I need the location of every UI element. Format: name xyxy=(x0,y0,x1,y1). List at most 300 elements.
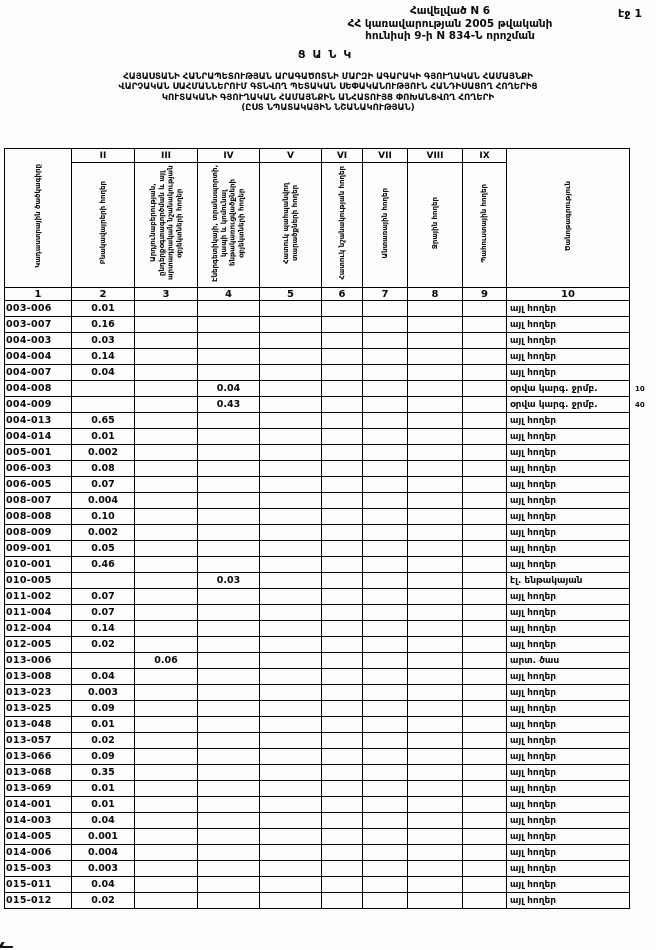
area-value-cell xyxy=(322,653,363,669)
area-value-cell xyxy=(322,541,363,557)
margin-annotation xyxy=(630,333,656,349)
area-value-cell xyxy=(260,589,322,605)
note-cell: այլ հողեր xyxy=(507,317,630,333)
area-value-cell xyxy=(408,589,463,605)
table-row xyxy=(5,525,656,541)
cadastral-code-cell: 011-004 xyxy=(5,605,72,621)
area-value-cell xyxy=(322,701,363,717)
area-value-cell xyxy=(322,445,363,461)
cadastral-code-cell: 010-001 xyxy=(5,557,72,573)
margin-annotation xyxy=(630,493,656,509)
table-row xyxy=(5,317,656,333)
table-row xyxy=(5,573,656,589)
cadastral-code-cell: 013-006 xyxy=(5,653,72,669)
area-value-cell xyxy=(322,333,363,349)
cadastral-code-cell: 005-001 xyxy=(5,445,72,461)
area-value-cell xyxy=(198,877,260,893)
area-value-cell xyxy=(408,829,463,845)
note-cell: այլ հողեր xyxy=(507,733,630,749)
area-value-cell xyxy=(260,637,322,653)
note-cell: այլ հողեր xyxy=(507,365,630,381)
area-value-cell xyxy=(463,813,507,829)
area-value-cell xyxy=(135,573,198,589)
area-value-cell xyxy=(135,749,198,765)
margin-annotation xyxy=(630,765,656,781)
area-value-cell xyxy=(260,509,322,525)
note-cell: էլ. ենթակայան xyxy=(507,573,630,589)
area-value-cell xyxy=(260,557,322,573)
area-value-cell xyxy=(198,861,260,877)
area-value-cell xyxy=(198,589,260,605)
margin-annotation xyxy=(630,685,656,701)
area-value-cell xyxy=(260,317,322,333)
area-value-cell xyxy=(260,781,322,797)
area-value-cell xyxy=(135,669,198,685)
cadastral-code-cell: 013-008 xyxy=(5,669,72,685)
area-value-cell xyxy=(260,333,322,349)
note-cell: այլ հողեր xyxy=(507,333,630,349)
area-value-cell xyxy=(463,877,507,893)
area-value-cell xyxy=(198,509,260,525)
margin-annotation xyxy=(630,653,656,669)
table-row xyxy=(5,621,656,637)
area-value-cell xyxy=(260,301,322,317)
area-value-cell xyxy=(363,893,408,909)
roman-numeral: II xyxy=(72,149,135,163)
area-value-cell: 0.08 xyxy=(72,461,135,477)
area-value-cell: 0.04 xyxy=(72,669,135,685)
area-value-cell xyxy=(408,333,463,349)
column-header-label: Ծանոթագրություն xyxy=(563,180,572,252)
area-value-cell xyxy=(135,701,198,717)
cadastral-code-cell: 015-012 xyxy=(5,893,72,909)
margin-annotation xyxy=(630,477,656,493)
area-value-cell xyxy=(363,429,408,445)
roman-numeral: IV xyxy=(198,149,260,163)
area-value-cell xyxy=(135,765,198,781)
area-value-cell xyxy=(463,621,507,637)
table-row xyxy=(5,541,656,557)
area-value-cell xyxy=(363,413,408,429)
area-value-cell xyxy=(322,669,363,685)
margin-annotation xyxy=(630,589,656,605)
area-value-cell xyxy=(408,349,463,365)
cadastral-code-cell: 013-066 xyxy=(5,749,72,765)
area-value-cell xyxy=(322,317,363,333)
area-value-cell xyxy=(198,621,260,637)
roman-numeral: VII xyxy=(363,149,408,163)
column-number: 7 xyxy=(363,288,408,301)
area-value-cell xyxy=(463,413,507,429)
margin-annotation xyxy=(630,717,656,733)
area-value-cell xyxy=(363,653,408,669)
area-value-cell xyxy=(260,733,322,749)
note-cell: այլ հողեր xyxy=(507,637,630,653)
area-value-cell xyxy=(408,669,463,685)
area-value-cell xyxy=(408,317,463,333)
area-value-cell xyxy=(408,445,463,461)
area-value-cell xyxy=(363,477,408,493)
area-value-cell: 0.16 xyxy=(72,317,135,333)
area-value-cell xyxy=(198,557,260,573)
cadastral-code-cell: 013-057 xyxy=(5,733,72,749)
area-value-cell xyxy=(408,701,463,717)
area-value-cell xyxy=(408,765,463,781)
note-cell: այլ հողեր xyxy=(507,765,630,781)
area-value-cell xyxy=(322,861,363,877)
column-number: 3 xyxy=(135,288,198,301)
column-header-col8 xyxy=(408,163,463,288)
area-value-cell xyxy=(322,413,363,429)
cadastral-code-cell: 013-069 xyxy=(5,781,72,797)
cadastral-code-cell: 006-005 xyxy=(5,477,72,493)
note-cell: օրվա կարգ. ջրմբ. xyxy=(507,397,630,413)
area-value-cell xyxy=(463,589,507,605)
margin-annotation xyxy=(630,365,656,381)
area-value-cell xyxy=(463,477,507,493)
area-value-cell xyxy=(363,381,408,397)
area-value-cell xyxy=(260,893,322,909)
area-value-cell xyxy=(322,461,363,477)
cadastral-code-cell: 003-007 xyxy=(5,317,72,333)
land-transfer-table xyxy=(4,148,656,909)
column-number: 5 xyxy=(260,288,322,301)
area-value-cell: 0.01 xyxy=(72,797,135,813)
margin-annotation xyxy=(630,429,656,445)
area-value-cell xyxy=(463,861,507,877)
column-header-label: Էներգետիկայի, տրանսպորտի, կապի և կոմունալ ենթակառուցվածքների օբյեկտների հողեր xyxy=(211,164,246,282)
note-cell: այլ հողեր xyxy=(507,717,630,733)
area-value-cell xyxy=(260,621,322,637)
column-number: 1 xyxy=(5,288,72,301)
area-value-cell xyxy=(135,445,198,461)
area-value-cell: 0.001 xyxy=(72,829,135,845)
area-value-cell: 0.07 xyxy=(72,477,135,493)
page-number-label: էջ 1 xyxy=(618,7,642,20)
note-cell: այլ հողեր xyxy=(507,669,630,685)
area-value-cell xyxy=(322,733,363,749)
area-value-cell xyxy=(322,685,363,701)
subtitle-line: ԿՈՒՏԱԿԱՆԻ ԳՅՈՒՂԱԿԱՆ ՀԱՄԱՅՆՔԻՆ ԱՆՀԱՏՈՒՅՑ ՓՈԽԱՆՑՎՈՂ ՀՈՂԵՐԻ xyxy=(161,92,495,103)
document-title: ՑԱՆԿ xyxy=(297,48,359,61)
table-row xyxy=(5,669,656,685)
area-value-cell xyxy=(408,861,463,877)
table-row xyxy=(5,333,656,349)
roman-numeral: IX xyxy=(463,149,507,163)
note-cell: այլ հողեր xyxy=(507,301,630,317)
area-value-cell xyxy=(322,557,363,573)
area-value-cell xyxy=(135,829,198,845)
area-value-cell xyxy=(408,749,463,765)
note-cell: այլ հողեր xyxy=(507,781,630,797)
area-value-cell xyxy=(408,605,463,621)
area-value-cell xyxy=(260,349,322,365)
area-value-cell xyxy=(463,573,507,589)
column-header-col2 xyxy=(72,163,135,288)
area-value-cell xyxy=(463,557,507,573)
area-value-cell xyxy=(198,685,260,701)
area-value-cell: 0.002 xyxy=(72,525,135,541)
column-number: 8 xyxy=(408,288,463,301)
area-value-cell xyxy=(322,381,363,397)
area-value-cell xyxy=(408,685,463,701)
cadastral-code-cell: 014-003 xyxy=(5,813,72,829)
area-value-cell xyxy=(363,349,408,365)
area-value-cell xyxy=(260,397,322,413)
area-value-cell xyxy=(260,573,322,589)
area-value-cell xyxy=(363,557,408,573)
area-value-cell xyxy=(322,829,363,845)
margin-annotation xyxy=(630,893,656,909)
table-row xyxy=(5,701,656,717)
cadastral-code-cell: 015-011 xyxy=(5,877,72,893)
area-value-cell xyxy=(408,477,463,493)
area-value-cell xyxy=(463,733,507,749)
area-value-cell xyxy=(135,813,198,829)
margin-annotation xyxy=(630,829,656,845)
margin-annotation xyxy=(630,781,656,797)
area-value-cell xyxy=(363,605,408,621)
margin-annotation xyxy=(630,525,656,541)
area-value-cell xyxy=(408,461,463,477)
area-value-cell: 0.35 xyxy=(72,765,135,781)
area-value-cell xyxy=(408,301,463,317)
area-value-cell xyxy=(408,877,463,893)
area-value-cell xyxy=(260,429,322,445)
area-value-cell xyxy=(198,429,260,445)
note-cell: այլ հողեր xyxy=(507,557,630,573)
note-cell: այլ հողեր xyxy=(507,893,630,909)
area-value-cell xyxy=(135,845,198,861)
table-row xyxy=(5,557,656,573)
margin-annotation xyxy=(630,701,656,717)
area-value-cell xyxy=(322,589,363,605)
area-value-cell xyxy=(463,781,507,797)
margin-annotation xyxy=(630,301,656,317)
area-value-cell xyxy=(363,637,408,653)
area-value-cell xyxy=(363,589,408,605)
column-header-col5 xyxy=(260,163,322,288)
cadastral-code-cell: 004-008 xyxy=(5,381,72,397)
area-value-cell xyxy=(363,877,408,893)
area-value-cell: 0.46 xyxy=(72,557,135,573)
area-value-cell xyxy=(363,317,408,333)
area-value-cell xyxy=(198,829,260,845)
area-value-cell: 0.004 xyxy=(72,493,135,509)
note-cell: այլ հողեր xyxy=(507,461,630,477)
area-value-cell xyxy=(463,349,507,365)
area-value-cell xyxy=(135,621,198,637)
table-row xyxy=(5,445,656,461)
subtitle-line: ՎԱՐՉԱԿԱՆ ՍԱՀՄԱՆՆԵՐՈՒՄ ԳՏՆՎՈՂ ՊԵՏԱԿԱՆ ՍԵՓԱԿԱՆՈՒԹՅՈՒՆ ՀԱՆԴԻՍԱՑՈՂ ՀՈՂԵՐԻՑ xyxy=(118,82,538,93)
column-header-col7 xyxy=(363,163,408,288)
margin-annotation xyxy=(630,413,656,429)
area-value-cell xyxy=(322,813,363,829)
area-value-cell xyxy=(322,605,363,621)
area-value-cell xyxy=(135,429,198,445)
note-cell: այլ հողեր xyxy=(507,589,630,605)
table-row xyxy=(5,781,656,797)
area-value-cell xyxy=(198,781,260,797)
area-value-cell: 0.04 xyxy=(72,365,135,381)
cadastral-code-cell: 014-005 xyxy=(5,829,72,845)
area-value-cell xyxy=(135,349,198,365)
area-value-cell xyxy=(72,653,135,669)
table-row xyxy=(5,429,656,445)
cadastral-code-cell: 012-005 xyxy=(5,637,72,653)
area-value-cell: 0.003 xyxy=(72,861,135,877)
area-value-cell xyxy=(135,685,198,701)
area-value-cell xyxy=(260,477,322,493)
note-cell: այլ հողեր xyxy=(507,845,630,861)
area-value-cell xyxy=(322,301,363,317)
cadastral-code-cell: 004-009 xyxy=(5,397,72,413)
area-value-cell xyxy=(260,749,322,765)
area-value-cell xyxy=(463,797,507,813)
table-row xyxy=(5,829,656,845)
area-value-cell xyxy=(198,637,260,653)
table-row xyxy=(5,477,656,493)
area-value-cell: 0.03 xyxy=(198,573,260,589)
margin-annotation xyxy=(630,461,656,477)
area-value-cell xyxy=(322,573,363,589)
margin-spacer xyxy=(630,149,656,301)
area-value-cell xyxy=(363,365,408,381)
table-row xyxy=(5,749,656,765)
area-value-cell xyxy=(363,541,408,557)
area-value-cell xyxy=(72,573,135,589)
cadastral-code-cell: 010-005 xyxy=(5,573,72,589)
area-value-cell xyxy=(322,637,363,653)
area-value-cell xyxy=(198,365,260,381)
table-row xyxy=(5,845,656,861)
table-row xyxy=(5,861,656,877)
table-row xyxy=(5,653,656,669)
area-value-cell xyxy=(198,493,260,509)
roman-numeral: V xyxy=(260,149,322,163)
note-cell: այլ հողեր xyxy=(507,477,630,493)
area-value-cell xyxy=(198,333,260,349)
margin-annotation xyxy=(630,621,656,637)
column-header-label: Արդյունաբերության, ընդերքօգտագործման և այլ արտադրական նշանակության օբյեկտների հողեր xyxy=(148,165,183,281)
area-value-cell xyxy=(363,813,408,829)
area-value-cell xyxy=(135,413,198,429)
area-value-cell xyxy=(260,413,322,429)
column-header-col3 xyxy=(135,163,198,288)
area-value-cell xyxy=(135,381,198,397)
area-value-cell xyxy=(198,893,260,909)
area-value-cell xyxy=(260,365,322,381)
subtitle-line: (ԸՍՏ ՆՊԱՏԱԿԱՅԻՆ ՆՇԱՆԱԿՈՒԹՅԱՆ) xyxy=(241,103,415,114)
margin-annotation xyxy=(630,509,656,525)
table-row xyxy=(5,637,656,653)
area-value-cell xyxy=(198,413,260,429)
area-value-cell: 0.01 xyxy=(72,781,135,797)
area-value-cell xyxy=(198,525,260,541)
area-value-cell xyxy=(408,509,463,525)
table-row xyxy=(5,381,656,397)
area-value-cell xyxy=(198,717,260,733)
area-value-cell xyxy=(322,749,363,765)
note-cell: այլ հողեր xyxy=(507,621,630,637)
area-value-cell xyxy=(260,717,322,733)
area-value-cell xyxy=(363,733,408,749)
margin-annotation xyxy=(630,845,656,861)
cadastral-code-cell: 013-048 xyxy=(5,717,72,733)
area-value-cell xyxy=(408,797,463,813)
area-value-cell xyxy=(408,557,463,573)
roman-numeral-row xyxy=(5,149,656,163)
cadastral-code-cell: 013-025 xyxy=(5,701,72,717)
area-value-cell xyxy=(322,893,363,909)
area-value-cell: 0.02 xyxy=(72,893,135,909)
area-value-cell xyxy=(198,301,260,317)
area-value-cell xyxy=(363,749,408,765)
area-value-cell xyxy=(72,381,135,397)
area-value-cell xyxy=(135,893,198,909)
area-value-cell xyxy=(322,349,363,365)
column-number: 6 xyxy=(322,288,363,301)
table-row xyxy=(5,461,656,477)
roman-numeral: VIII xyxy=(408,149,463,163)
area-value-cell xyxy=(198,605,260,621)
area-value-cell: 0.09 xyxy=(72,701,135,717)
area-value-cell: 0.65 xyxy=(72,413,135,429)
area-value-cell xyxy=(408,541,463,557)
area-value-cell xyxy=(463,717,507,733)
column-header-notes xyxy=(507,149,630,288)
column-number: 2 xyxy=(72,288,135,301)
column-number: 9 xyxy=(463,288,507,301)
area-value-cell xyxy=(260,829,322,845)
area-value-cell: 0.07 xyxy=(72,605,135,621)
table-row xyxy=(5,605,656,621)
area-value-cell xyxy=(463,461,507,477)
margin-annotation xyxy=(630,349,656,365)
area-value-cell: 0.03 xyxy=(72,333,135,349)
column-header-cadastral-code xyxy=(5,149,72,288)
cadastral-code-cell: 013-068 xyxy=(5,765,72,781)
area-value-cell: 0.14 xyxy=(72,621,135,637)
cadastral-code-cell: 004-007 xyxy=(5,365,72,381)
area-value-cell xyxy=(260,541,322,557)
table-row xyxy=(5,493,656,509)
area-value-cell xyxy=(135,477,198,493)
area-value-cell xyxy=(408,717,463,733)
column-header-label: Հատուկ նշանակության հողեր xyxy=(337,166,346,280)
note-cell: այլ հողեր xyxy=(507,797,630,813)
area-value-cell xyxy=(260,653,322,669)
area-value-cell xyxy=(363,669,408,685)
area-value-cell xyxy=(463,637,507,653)
note-cell: այլ հողեր xyxy=(507,813,630,829)
area-value-cell xyxy=(198,541,260,557)
cadastral-code-cell: 004-013 xyxy=(5,413,72,429)
area-value-cell xyxy=(135,397,198,413)
column-header-label: Անտառային հողեր xyxy=(380,187,389,259)
area-value-cell xyxy=(408,397,463,413)
table-row xyxy=(5,733,656,749)
area-value-cell xyxy=(198,733,260,749)
note-cell: այլ հողեր xyxy=(507,861,630,877)
margin-annotation xyxy=(630,605,656,621)
area-value-cell xyxy=(135,797,198,813)
note-cell: այլ հողեր xyxy=(507,493,630,509)
table-row xyxy=(5,301,656,317)
margin-annotation: 10 xyxy=(635,384,645,393)
table-row xyxy=(5,413,656,429)
margin-annotation xyxy=(630,813,656,829)
